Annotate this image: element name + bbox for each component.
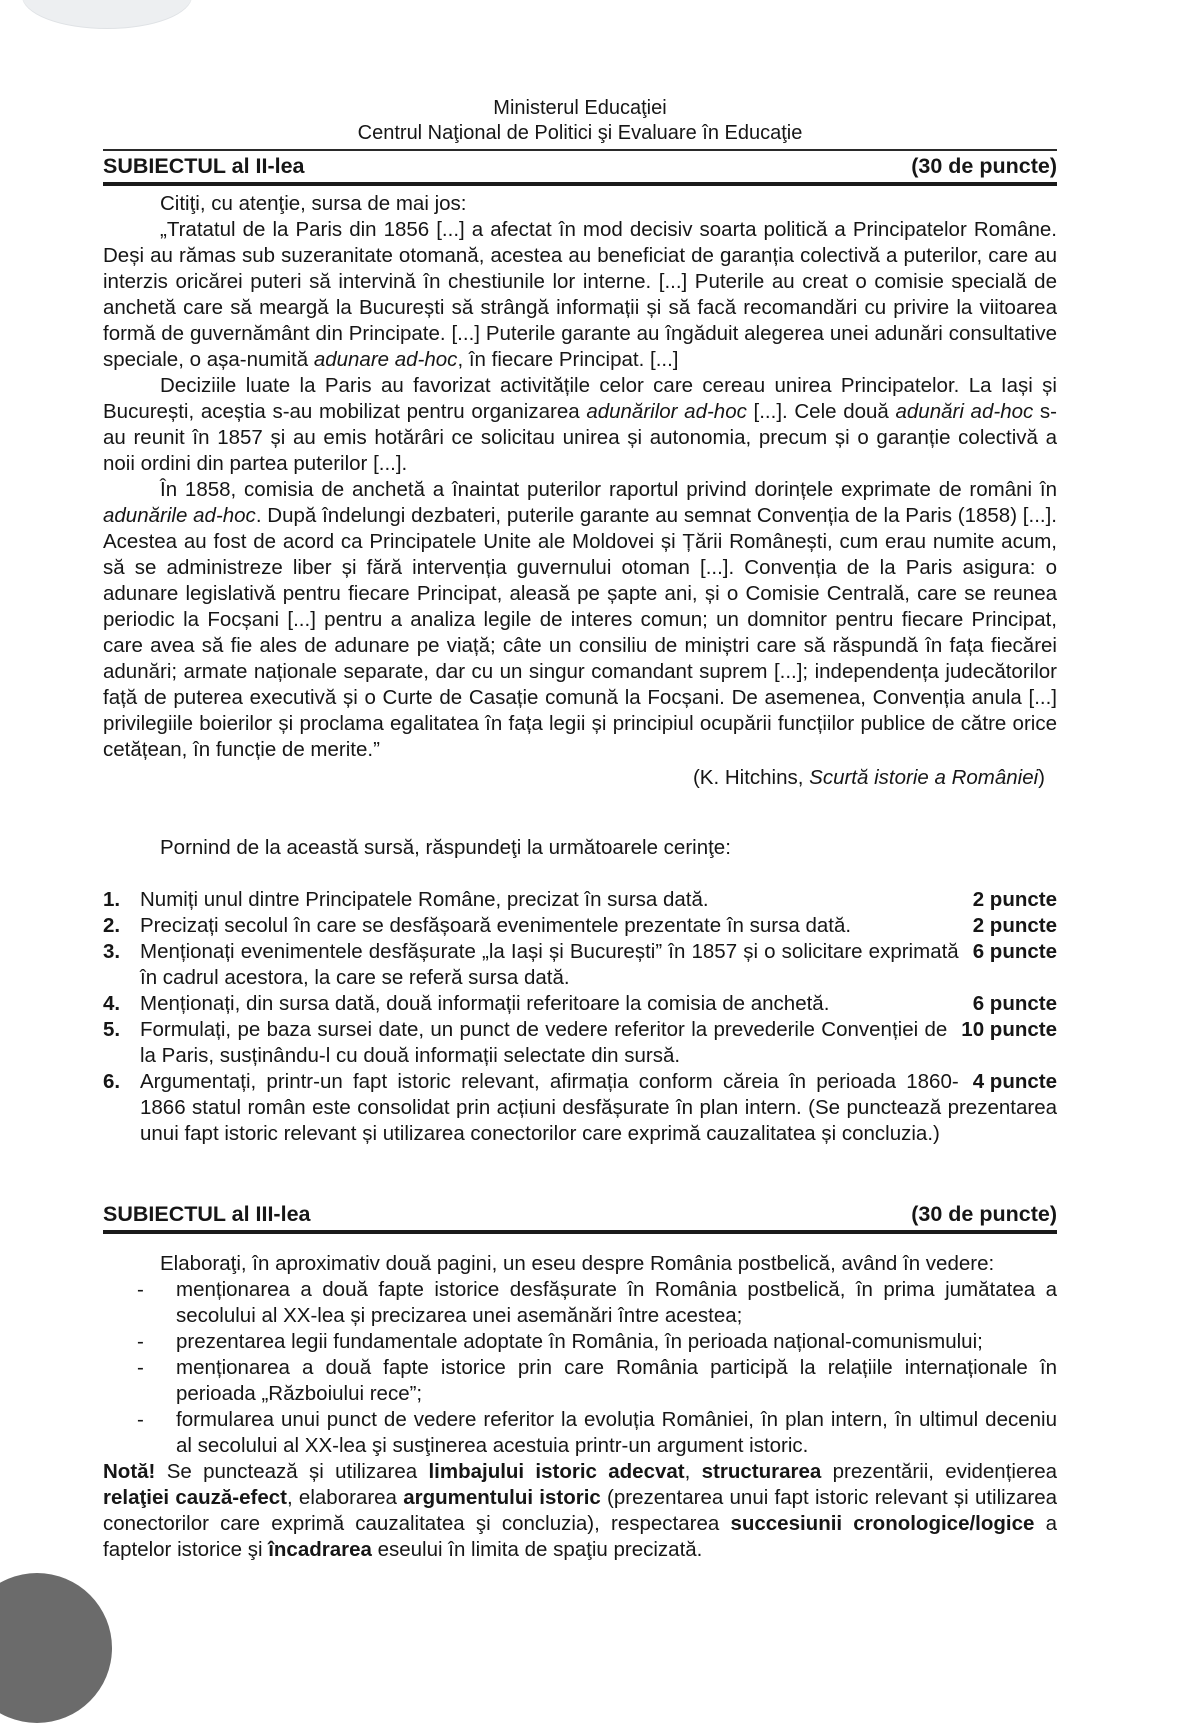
- question-points: 6 puncte: [972, 992, 1057, 1015]
- question-number: 4.: [103, 992, 121, 1015]
- national-center-title: Centrul Naţional de Politici şi Evaluare în Educaţie: [357, 122, 803, 144]
- question-number: 6.: [103, 1070, 121, 1093]
- essay-intro: Elaboraţi, în aproximativ două pagini, un eseu despre România postbelică, având în vedere:: [160, 1252, 995, 1275]
- question-points: 10 puncte: [961, 1018, 1057, 1041]
- question-item: [103, 913, 1057, 939]
- subject-2-header: [103, 151, 1057, 186]
- question-text: Argumentați, printr-un fapt istoric relevant, afirmația conform căreia în perioada 1860-1866 statul român este consolidat prin acțiuni desfășurate în plan intern. (Se punctează prezentarea unui fapt istoric relevant și utilizarea conectorilor care exprimă cauzalitatea și concluzia.): [140, 1070, 1057, 1145]
- bullet-dash: -: [137, 1278, 144, 1301]
- essay-requirement-item: [103, 1277, 1057, 1329]
- essay-requirement-item: [103, 1355, 1057, 1407]
- bullet-dash: -: [137, 1408, 144, 1431]
- grading-note: Notă! Se punctează și utilizarea limbajului istoric adecvat, structurarea prezentării, evidențierea relaţiei cauză-efect, elaborarea argumentului istoric (prezentarea unui fapt istoric relevant și utilizarea conectorilor care exprimă cauzalitatea şi concluzia), respectarea succesiunii cronologice/logice a faptelor istorice şi încadrarea eseului în limita de spaţiu precizată.: [103, 1460, 1057, 1561]
- ministry-title: Ministerul Educaţiei: [493, 97, 667, 119]
- bullet-dash: -: [137, 1356, 144, 1379]
- essay-requirement-text: formularea unui punct de vedere referitor la evoluția României, în plan intern, în ultimul deceniu al secolului al XX-lea şi susţinerea acestuia printr-un argument istoric.: [176, 1408, 1057, 1457]
- question-number: 1.: [103, 888, 121, 911]
- exam-page: [103, 96, 1057, 1563]
- question-item: [103, 939, 1057, 991]
- question-number: 2.: [103, 914, 121, 937]
- subject-3-header: [103, 1199, 1057, 1234]
- source-paragraph: În 1858, comisia de anchetă a înaintat puterilor raportul privind dorințele exprimate de români în adunările ad-hoc. După îndelungi dezbateri, puterile garante au semnat Convenția de la Paris (1858) [...]. Acestea au fost de acord ca Principatele Unite ale Moldovei și Țării Românești, cum erau numite acum, să se administreze liber și fără intervenția guvernului otoman [...]. Convenția de la Paris asigura: o adunare legislativă pentru fiecare Principat, aleasă pe șapte ani, și o Comisie Centrală, care se reunea periodic la Focșani [...] pentru a analiza legile de interes comun; un domnitor pentru fiecare Principat, care avea să fie ales de adunare pe viață; câte un consiliu de miniștri care să răspundă în fața fiecărei adunări; armate naționale separate, dar cu un singur comandant suprem [...]; independența judecătorilor față de puterea executivă și o Curte de Casație comună la Focșani. De asemenea, Convenția anula [...] privilegiile boierilor și proclama egalitatea în fața legii și principiul ocupării funcțiilor publice de către orice cetățean, în funcție de merite.”: [103, 478, 1057, 761]
- bullet-dash: -: [137, 1330, 144, 1353]
- source-paragraph: Deciziile luate la Paris au favorizat activitățile celor care cereau unirea Principatelor. La Iași și București, aceștia s-au mobilizat pentru organizarea adunărilor ad-hoc [...]. Cele două adunări ad-hoc s-au reunit în 1857 și au emis hotărâri ce solicitau unirea și autonomia, precum și o garanție colectivă a noii ordini din partea puterilor [...].: [103, 374, 1058, 475]
- essay-requirements-list: [103, 1277, 1057, 1459]
- question-points: 2 puncte: [972, 888, 1057, 911]
- question-text: Menționați evenimentele desfășurate „la Iași și București” în 1857 și o solicitare exprimată în cadrul acestora, la care se referă sursa dată.: [140, 940, 959, 989]
- question-text: Menționați, din sursa dată, două informații referitoare la comisia de anchetă.: [140, 992, 830, 1015]
- essay-requirement-text: menționarea a două fapte istorice prin care România participă la relațiile internaționale în perioada „Războiului rece”;: [176, 1356, 1057, 1405]
- question-number: 5.: [103, 1018, 121, 1041]
- source-text: [103, 217, 1057, 763]
- question-item: [103, 1069, 1057, 1147]
- question-points: 6 puncte: [972, 940, 1057, 963]
- question-points: 2 puncte: [972, 914, 1057, 937]
- essay-requirement-item: [103, 1407, 1057, 1459]
- source-paragraph: „Tratatul de la Paris din 1856 [...] a afectat în mod decisiv soarta politică a Principatelor Române. Deși au rămas sub suzeranitate otomană, acestea au beneficiat de garanția colectivă a puterilor, care au interzis oricărei puteri să intervină în chestiunile lor interne. [...] Puterile au creat o comisie specială de anchetă care să meargă la București să strângă informații și să facă recomandări cu privire la viitoarea formă de guvernământ din Principate. [...] Puterile garante au îngăduit alegerea unei adunări consultative speciale, o așa-numită adunare ad-hoc, în fiecare Principat. [...]: [103, 218, 1057, 371]
- subject-2-title: SUBIECTUL al II-lea: [103, 154, 305, 178]
- subject-3-title: SUBIECTUL al III-lea: [103, 1202, 311, 1226]
- subject-2-points: (30 de puncte): [911, 154, 1057, 178]
- subject-3-points: (30 de puncte): [911, 1202, 1057, 1226]
- floating-action-button[interactable]: [0, 1573, 112, 1723]
- corner-card-artifact: [22, 0, 192, 28]
- subject-3-section: [103, 1199, 1057, 1563]
- essay-requirement-text: menționarea a două fapte istorice desfășurate în România postbelică, în prima jumătatea a secolului al XX-lea și precizarea unei asemănări între acestea;: [176, 1278, 1057, 1327]
- question-text: Numiți unul dintre Principatele Române, precizat în sursa dată.: [140, 888, 709, 911]
- document-header: [103, 96, 1057, 146]
- question-item: [103, 991, 1057, 1017]
- question-number: 3.: [103, 940, 121, 963]
- question-item: [103, 887, 1057, 913]
- question-text: Precizați secolul în care se desfășoară evenimentele prezentate în sursa dată.: [140, 914, 852, 937]
- essay-requirement-text: prezentarea legii fundamentale adoptate în România, în perioada național-comunismului;: [176, 1330, 983, 1353]
- essay-requirement-item: [103, 1329, 1057, 1355]
- question-text: Formulați, pe baza sursei date, un punct de vedere referitor la prevederile Convenției de la Paris, susținându-l cu două informații selectate din sursă.: [140, 1018, 948, 1067]
- questions-prompt: Pornind de la această sursă, răspundeţi la următoarele cerinţe:: [160, 836, 731, 859]
- question-item: [103, 1017, 1057, 1069]
- subject-2-section: [103, 149, 1057, 1147]
- source-citation: (K. Hitchins, Scurtă istorie a României): [692, 766, 1045, 789]
- questions-list: [103, 887, 1057, 1147]
- subject-2-intro: Citiţi, cu atenţie, sursa de mai jos:: [160, 192, 467, 215]
- question-points: 4 puncte: [972, 1070, 1057, 1093]
